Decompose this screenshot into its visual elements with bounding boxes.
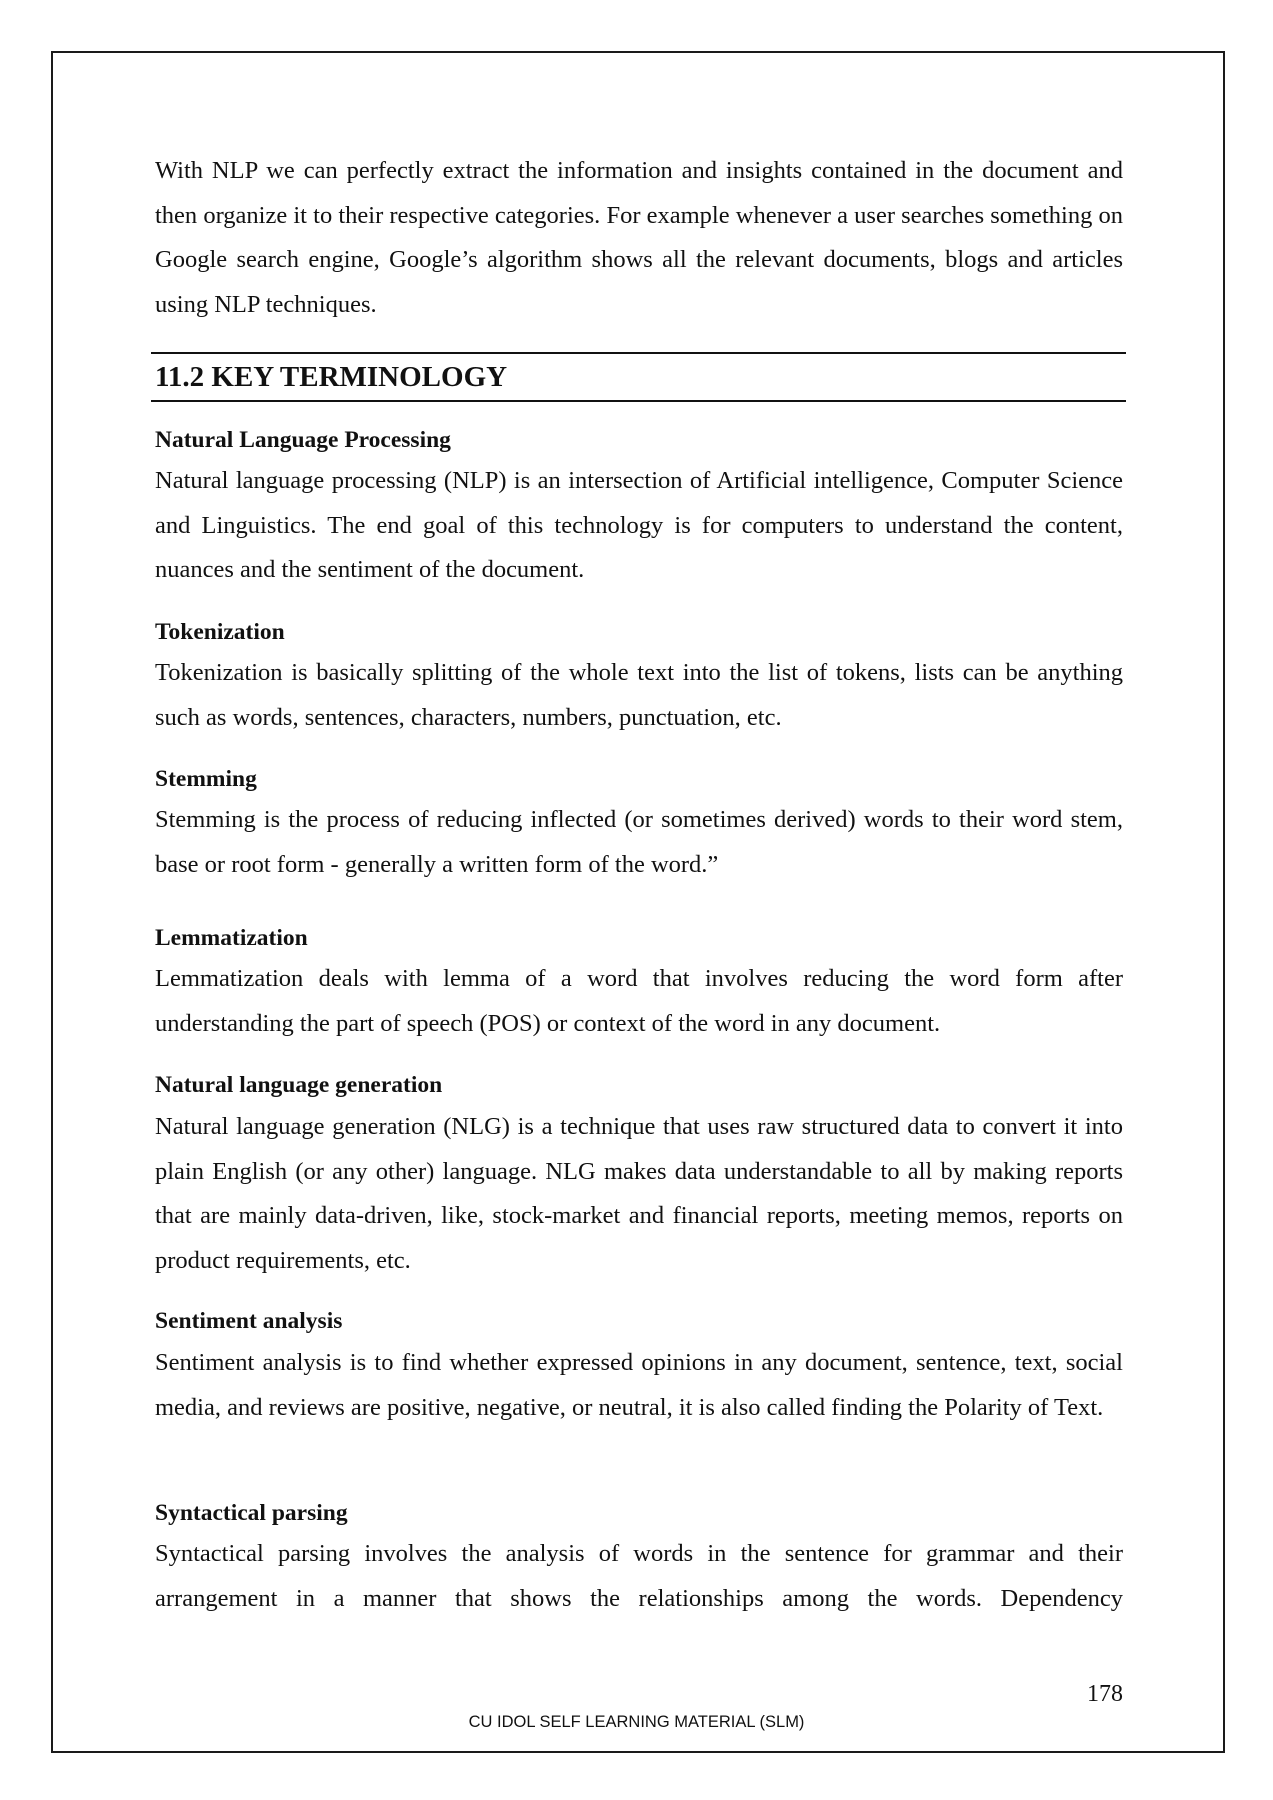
intro-paragraph: With NLP we can perfectly extract the information and insights contained in the document and then organize it to their respective categories. For example whenever a user searches something on Google search engine, Google’s algorithm shows all the relevant documents, blogs and articles using NLP techniques. [155, 157, 1123, 318]
footer-text: CU IDOL SELF LEARNING MATERIAL (SLM) [468, 1713, 805, 1731]
term-heading-parsing: Syntactical parsing [155, 1500, 348, 1526]
term-body-stemming: Stemming is the process of reducing inflected (or sometimes derived) words to their word stem, base or root form - generally a written form of the word.” [155, 806, 1123, 878]
term-body-sentiment: Sentiment analysis is to find whether expressed opinions in any document, sentence, text, social media, and reviews are positive, negative, or neutral, it is also called finding the Polarity of Text. [155, 1349, 1123, 1421]
term-body-nlp: Natural language processing (NLP) is an intersection of Artificial intelligence, Computer Science and Linguistics. The end goal of this technology is for computers to understand the content, nuances and the sentiment of the document. [155, 467, 1123, 583]
page-number: 178 [1087, 1681, 1123, 1707]
term-heading-tokenization: Tokenization [155, 619, 285, 645]
section-header [151, 352, 1126, 402]
term-heading-nlg: Natural language generation [155, 1072, 443, 1098]
term-body-parsing: Syntactical parsing involves the analysis of words in the sentence for grammar and their arrangement in a manner that shows the relationships among the words. Dependency [155, 1540, 1123, 1612]
term-heading-stemming: Stemming [155, 766, 257, 792]
term-body-tokenization: Tokenization is basically splitting of the whole text into the list of tokens, lists can be anything such as words, sentences, characters, numbers, punctuation, etc. [155, 659, 1123, 731]
term-heading-sentiment: Sentiment analysis [155, 1308, 343, 1334]
term-heading-nlp: Natural Language Processing [155, 427, 451, 453]
section-title: 11.2 KEY TERMINOLOGY [155, 361, 508, 393]
term-body-nlg: Natural language generation (NLG) is a technique that uses raw structured data to convert it into plain English (or any other) language. NLG makes data understandable to all by making reports that are mainly data-driven, like, stock-market and financial reports, meeting memos, reports on product requirements, etc. [155, 1113, 1123, 1274]
term-heading-lemmatization: Lemmatization [155, 925, 308, 951]
term-body-lemmatization: Lemmatization deals with lemma of a word that involves reducing the word form after understanding the part of speech (POS) or context of the word in any document. [155, 965, 1123, 1037]
